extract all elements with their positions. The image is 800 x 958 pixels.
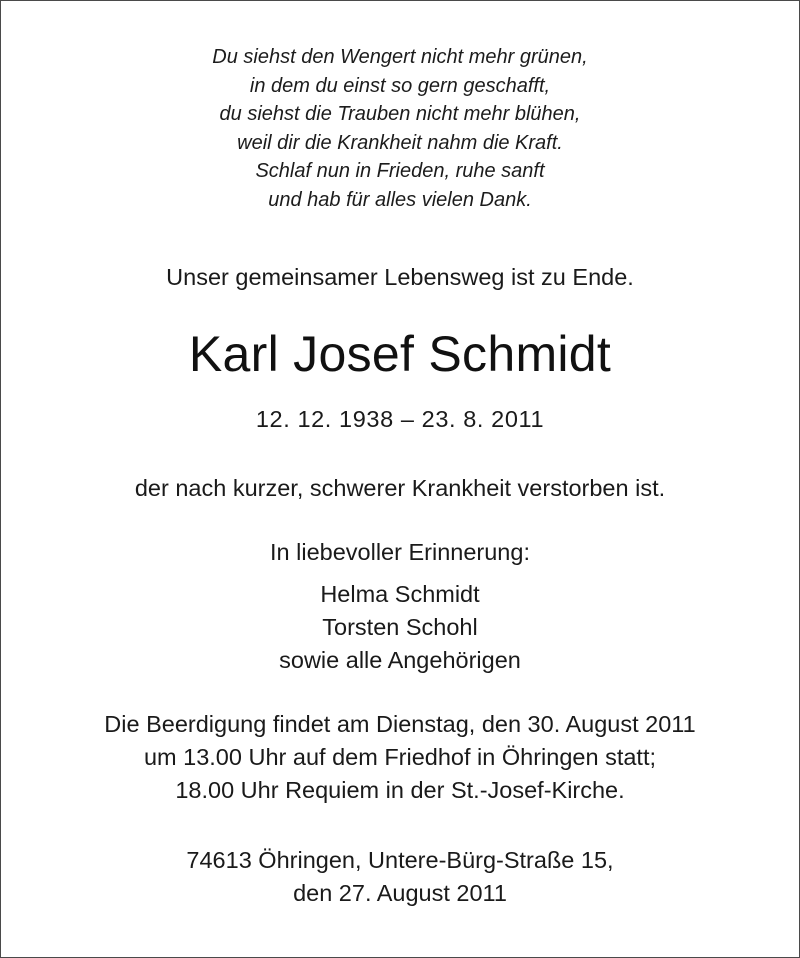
passing-statement: der nach kurzer, schwerer Krankheit verstorben ist. xyxy=(134,475,666,501)
funeral-line: 18.00 Uhr Requiem in der St.-Josef-Kirche. xyxy=(175,777,625,803)
poem-line: du siehst die Trauben nicht mehr blühen, xyxy=(219,103,581,126)
address-line: 74613 Öhringen, Untere-Bürg-Straße 15, xyxy=(186,847,614,873)
funeral-line: um 13.00 Uhr auf dem Friedhof in Öhringen statt; xyxy=(143,744,657,770)
intro-line: Unser gemeinsamer Lebensweg ist zu Ende. xyxy=(166,264,634,290)
mourner-name: sowie alle Angehörigen xyxy=(279,647,521,673)
address-block xyxy=(0,844,800,910)
mourners-list xyxy=(0,578,800,677)
mourner-name: Torsten Schohl xyxy=(322,614,478,640)
poem-line: und hab für alles vielen Dank. xyxy=(268,188,532,211)
poem-line: weil dir die Krankheit nahm die Kraft. xyxy=(237,131,563,154)
address-date: den 27. August 2011 xyxy=(293,880,507,906)
funeral-line: Die Beerdigung findet am Dienstag, den 30. August 2011 xyxy=(104,711,696,737)
life-dates: 12. 12. 1938 – 23. 8. 2011 xyxy=(255,406,545,432)
poem-line: Du siehst den Wengert nicht mehr grünen, xyxy=(212,46,588,68)
mourner-name: Helma Schmidt xyxy=(320,581,480,607)
memorial-poem xyxy=(0,43,800,215)
poem-line: Schlaf nun in Frieden, ruhe sanft xyxy=(255,160,545,183)
deceased-name: Karl Josef Schmidt xyxy=(188,326,612,382)
memory-heading: In liebevoller Erinnerung: xyxy=(270,539,530,565)
poem-line: in dem du einst so gern geschafft, xyxy=(249,74,551,97)
funeral-details xyxy=(0,708,800,807)
